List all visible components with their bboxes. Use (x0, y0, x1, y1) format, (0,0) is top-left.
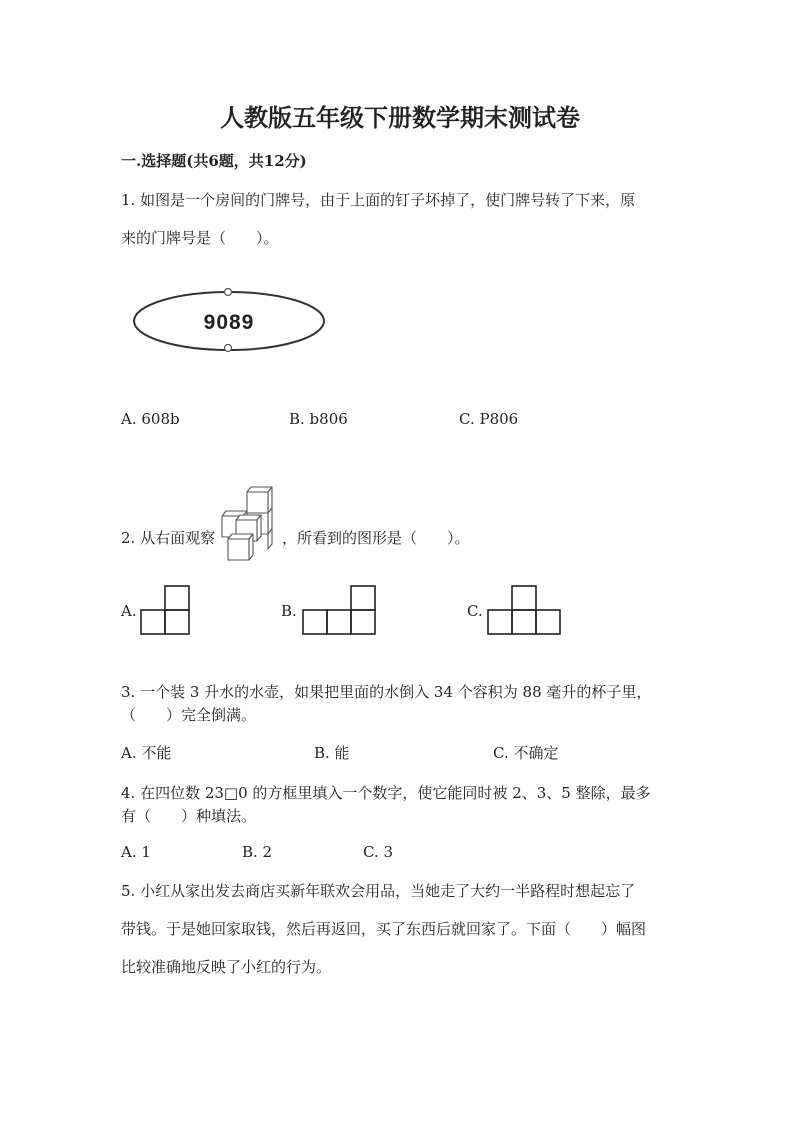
question-3-option-b[interactable]: B. 能 (314, 744, 350, 762)
question-3-option-c[interactable]: C. 不确定 (493, 744, 559, 762)
question-3-option-a[interactable]: A. 不能 (121, 744, 172, 762)
question-2-text-before: 2. 从右面观察 (121, 529, 216, 547)
question-2-option-c-label[interactable]: C. (467, 602, 483, 620)
question-4-option-a[interactable]: A. 1 (121, 843, 151, 861)
section-heading: 一.选择题(共6题，共12分) (121, 152, 307, 170)
question-1-option-b[interactable]: B. b806 (289, 410, 348, 428)
question-3-line-1: 3. 一个装 3 升水的水壶，如果把里面的水倒入 34 个容积为 88 毫升的杯子里， (121, 683, 652, 701)
question-1-option-a[interactable]: A. 608b (121, 410, 180, 428)
question-2-option-a-label[interactable]: A. (121, 602, 137, 620)
option-b-shape[interactable] (300, 585, 378, 637)
question-4-option-c[interactable]: C. 3 (363, 843, 394, 861)
question-2-text-after: ，所看到的图形是（ ）。 (282, 529, 470, 547)
question-3-line-2: （ ）完全倒满。 (121, 706, 257, 724)
door-plate-number: 9089 (203, 311, 255, 334)
question-5-line-3: 比较准确地反映了小红的行为。 (121, 958, 332, 976)
question-1-line-1: 1. 如图是一个房间的门牌号，由于上面的钉子坏掉了，使门牌号转了下来，原 (121, 191, 636, 209)
question-4-line-2: 有（ ）种填法。 (121, 807, 257, 825)
option-c-shape[interactable] (485, 585, 563, 637)
question-4-line-1: 4. 在四位数 23□0 的方框里填入一个数字，使它能同时被 2、3、5 整除，最多 (121, 784, 651, 802)
question-1-option-c[interactable]: C. P806 (459, 410, 519, 428)
bottom-nail-hole (225, 345, 232, 352)
top-nail-hole (225, 289, 232, 296)
page-title: 人教版五年级下册数学期末测试卷 (220, 103, 580, 132)
question-5-line-1: 5. 小红从家出发去商店买新年联欢会用品，当她走了大约一半路程时想起忘了 (121, 882, 636, 900)
stacked-cubes-figure (218, 484, 280, 564)
question-2-option-b-label[interactable]: B. (281, 602, 297, 620)
option-a-shape[interactable] (140, 585, 192, 637)
question-1-line-2: 来的门牌号是（ ）。 (121, 229, 279, 247)
question-5-line-2: 带钱。于是她回家取钱，然后再返回，买了东西后就回家了。下面（ ）幅图 (121, 920, 647, 938)
door-plate-figure (130, 287, 335, 355)
question-4-option-b[interactable]: B. 2 (242, 843, 273, 861)
